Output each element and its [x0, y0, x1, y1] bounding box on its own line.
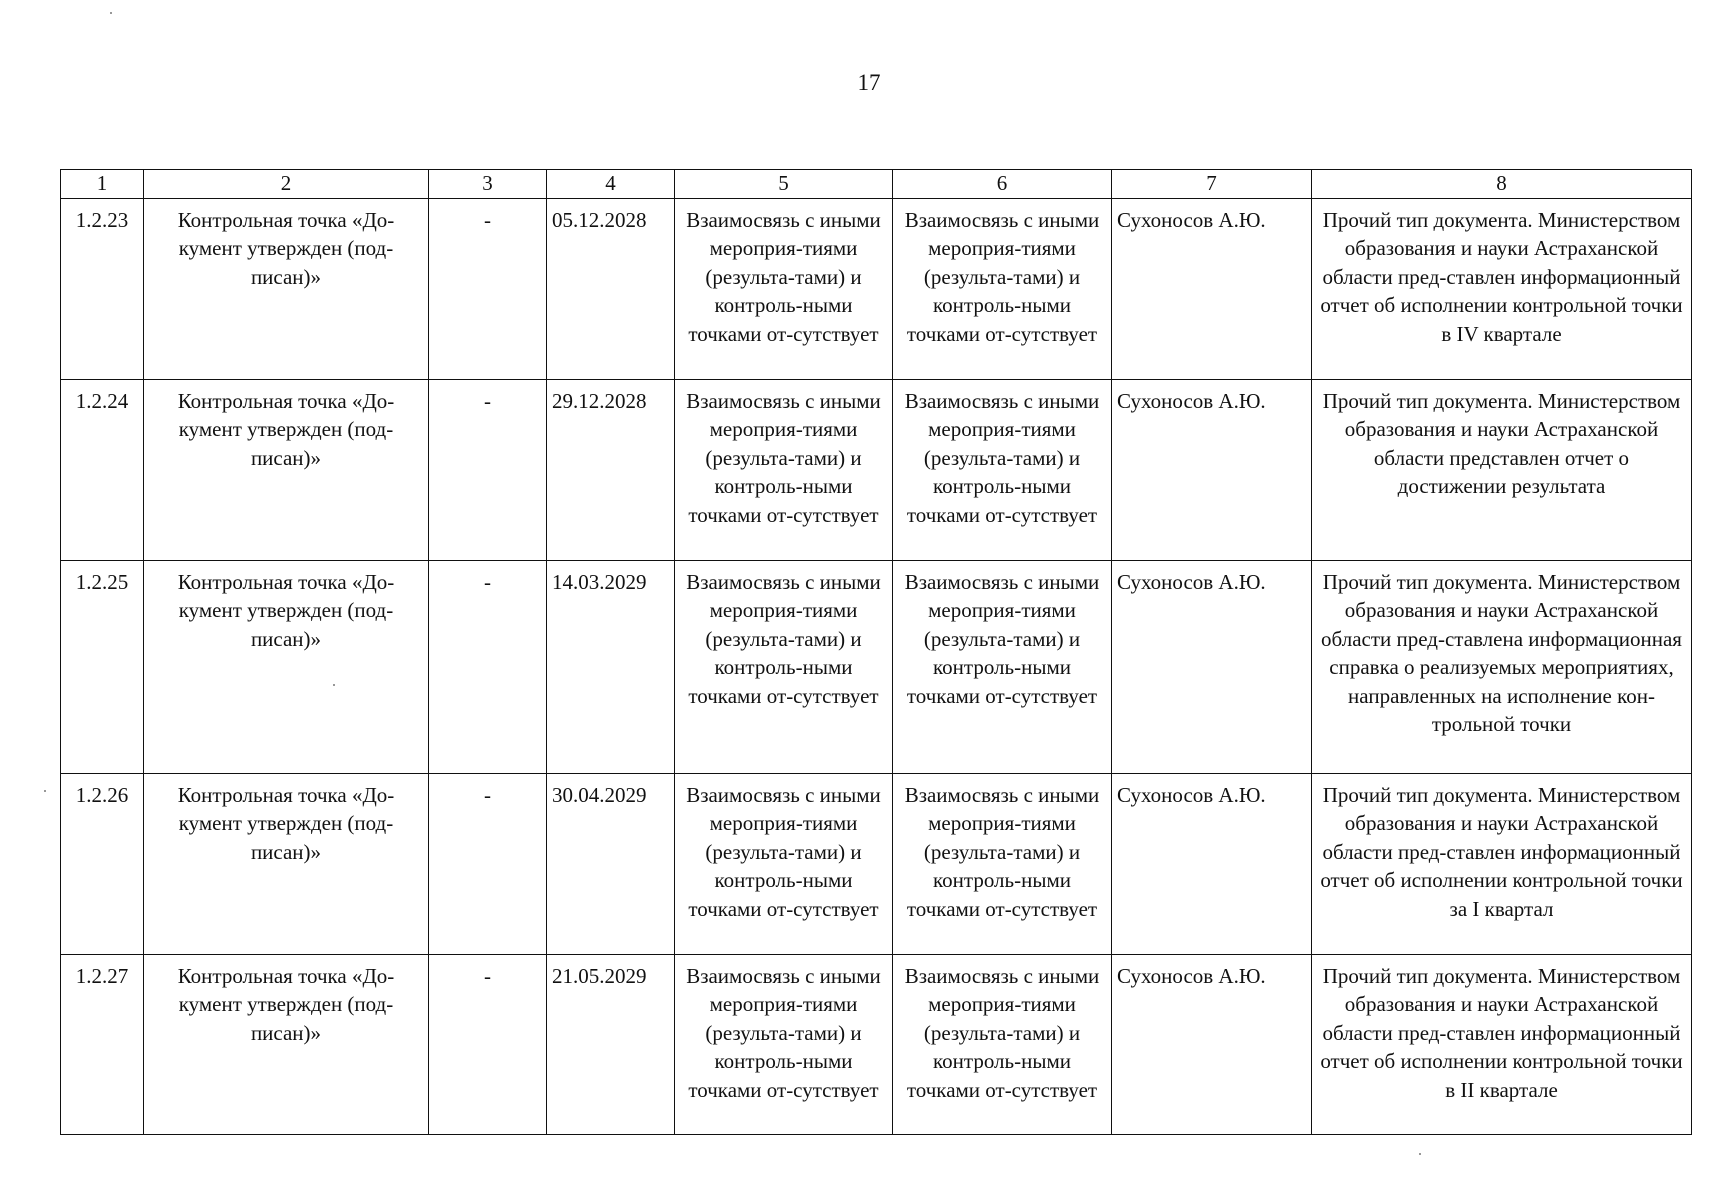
control-point-name: Контрольная точка «До-кумент утвержден (под-писан)» — [144, 955, 429, 1135]
relation-text: Взаимосвязь с иными мероприя-тиями (результа-тами) и контроль-ными точками от-сутствует — [675, 955, 893, 1135]
column-header-5: 5 — [675, 170, 893, 199]
row-number: 1.2.27 — [61, 955, 144, 1135]
due-date: 21.05.2029 — [547, 955, 675, 1135]
page-number: 17 — [857, 70, 881, 95]
document-description: Прочий тип документа. Министерством образования и науки Астраханской области представлен отчет о достижении результата — [1312, 380, 1692, 561]
table-row — [61, 774, 1692, 955]
column-header-7: 7 — [1112, 170, 1312, 199]
relation-text: Взаимосвязь с иными мероприя-тиями (результа-тами) и контроль-ными точками от-сутствует — [893, 561, 1112, 774]
control-points-table — [60, 169, 1692, 1135]
column-3-value: - — [429, 380, 547, 561]
column-header-8: 8 — [1312, 170, 1692, 199]
document-description: Прочий тип документа. Министерством образования и науки Астраханской области пред-ставлен информационный отчет об исполнении контрольной точки за I квартал — [1312, 774, 1692, 955]
due-date: 29.12.2028 — [547, 380, 675, 561]
responsible-person: Сухоносов А.Ю. — [1112, 774, 1312, 955]
control-point-name: Контрольная точка «До-кумент утвержден (под-писан)» — [144, 380, 429, 561]
document-description: Прочий тип документа. Министерством образования и науки Астраханской области пред-ставлен информационный отчет об исполнении контрольной точки в IV квартале — [1312, 199, 1692, 380]
row-number: 1.2.25 — [61, 561, 144, 774]
column-3-value: - — [429, 955, 547, 1135]
table-row — [61, 561, 1692, 774]
relation-text: Взаимосвязь с иными мероприя-тиями (результа-тами) и контроль-ными точками от-сутствует — [675, 380, 893, 561]
relation-text: Взаимосвязь с иными мероприя-тиями (результа-тами) и контроль-ными точками от-сутствует — [893, 199, 1112, 380]
column-3-value: - — [429, 774, 547, 955]
control-point-name: Контрольная точка «До-кумент утвержден (под-писан)» — [144, 199, 429, 380]
control-point-name: Контрольная точка «До-кумент утвержден (под-писан)» — [144, 561, 429, 774]
responsible-person: Сухоносов А.Ю. — [1112, 199, 1312, 380]
responsible-person: Сухоносов А.Ю. — [1112, 561, 1312, 774]
table-row — [61, 380, 1692, 561]
column-3-value: - — [429, 561, 547, 774]
scan-speck — [110, 12, 112, 14]
document-description: Прочий тип документа. Министерством образования и науки Астраханской области пред-ставлен информационный отчет об исполнении контрольной точки в II квартале — [1312, 955, 1692, 1135]
column-header-3: 3 — [429, 170, 547, 199]
column-header-2: 2 — [144, 170, 429, 199]
row-number: 1.2.24 — [61, 380, 144, 561]
document-description: Прочий тип документа. Министерством образования и науки Астраханской области пред-ставлена информационная справка о реализуемых мероприятиях, направленных на исполнение кон-трольной точки — [1312, 561, 1692, 774]
column-header-1: 1 — [61, 170, 144, 199]
relation-text: Взаимосвязь с иными мероприя-тиями (результа-тами) и контроль-ными точками от-сутствует — [675, 774, 893, 955]
due-date: 14.03.2029 — [547, 561, 675, 774]
due-date: 30.04.2029 — [547, 774, 675, 955]
row-number: 1.2.26 — [61, 774, 144, 955]
relation-text: Взаимосвязь с иными мероприя-тиями (результа-тами) и контроль-ными точками от-сутствует — [893, 774, 1112, 955]
scan-speck — [1419, 1153, 1421, 1155]
relation-text: Взаимосвязь с иными мероприя-тиями (результа-тами) и контроль-ными точками от-сутствует — [893, 380, 1112, 561]
responsible-person: Сухоносов А.Ю. — [1112, 380, 1312, 561]
scan-speck — [333, 684, 335, 686]
column-header-4: 4 — [547, 170, 675, 199]
relation-text: Взаимосвязь с иными мероприя-тиями (результа-тами) и контроль-ными точками от-сутствует — [675, 199, 893, 380]
scan-speck — [44, 790, 46, 792]
control-point-name: Контрольная точка «До-кумент утвержден (под-писан)» — [144, 774, 429, 955]
column-3-value: - — [429, 199, 547, 380]
responsible-person: Сухоносов А.Ю. — [1112, 955, 1312, 1135]
column-number-row — [61, 170, 1692, 199]
row-number: 1.2.23 — [61, 199, 144, 380]
relation-text: Взаимосвязь с иными мероприя-тиями (результа-тами) и контроль-ными точками от-сутствует — [893, 955, 1112, 1135]
relation-text: Взаимосвязь с иными мероприя-тиями (результа-тами) и контроль-ными точками от-сутствует — [675, 561, 893, 774]
column-header-6: 6 — [893, 170, 1112, 199]
due-date: 05.12.2028 — [547, 199, 675, 380]
table-row — [61, 955, 1692, 1135]
table-row — [61, 199, 1692, 380]
